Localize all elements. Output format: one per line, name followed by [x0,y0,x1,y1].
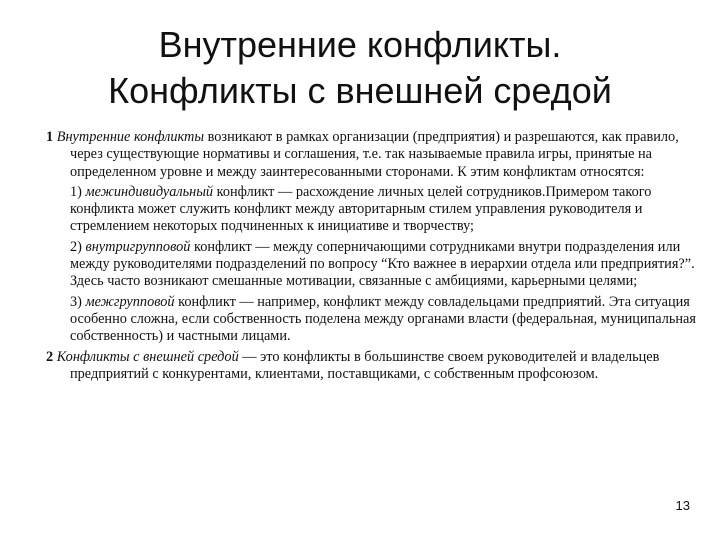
section-term: Внутренние конфликты [56,129,205,145]
list-item-text: конфликт — расхождение личных целей сотрудников.Примером такого конфликта может служить конфликт между авторитарным стилем управления руководителя и стремлением некоторых подчиненных к инициативе и творчеству; [70,183,652,235]
list-item-prefix: 1) [70,183,86,200]
section-term: Конфликты с внешней средой [56,348,239,365]
list-item-term: межиндивидуальный [85,183,214,200]
slide-title [20,22,700,114]
list-item-term: межгрупповой [85,293,175,310]
list-item-term: внутригрупповой [85,238,191,255]
list-item-intergroup [46,294,701,346]
section-text: возникают в рамках организации (предприятия) и разрешаются, как правило, через существующие нормативы и соглашения, т.е. так называемые правила игры, принятые на определенном уровне и между заинтересованными сторонами. К этим конфликтам относятся: [70,129,679,180]
list-item-intragroup [46,239,701,291]
list-item-interpersonal [46,184,701,236]
list-item-text: конфликт — например, конфликт между совладельцами предприятий. Эта ситуация особенно сложна, если собственность поделена между органами власти (федеральная, муниципальная собственность) и частными лицами. [70,293,696,345]
page-number: 13 [675,498,690,513]
title-line-1: Внутренние конфликты. [158,24,562,65]
slide-body [46,129,701,383]
section-text: — это конфликты в большинстве своем руководителей и владельцев предприятий с конкурентами, клиентами, поставщиками, с собственным профсоюзом. [70,348,660,382]
section-number: 1 [46,129,54,145]
list-item-prefix: 2) [70,238,86,255]
list-item-text: конфликт — между соперничающими сотрудниками внутри подразделения или между руководителями подразделений по вопросу “Кто важнее в иерархии отдела или предприятия?”. Здесь часто возникают смешанные мотивации, связанные с амбициями, карьерными целями; [70,238,695,290]
section-number: 2 [46,348,54,365]
title-line-2: Конфликты с внешней средой [108,70,612,111]
section-internal-conflicts [46,129,701,181]
list-item-prefix: 3) [70,293,86,310]
section-external-conflicts [46,349,701,384]
